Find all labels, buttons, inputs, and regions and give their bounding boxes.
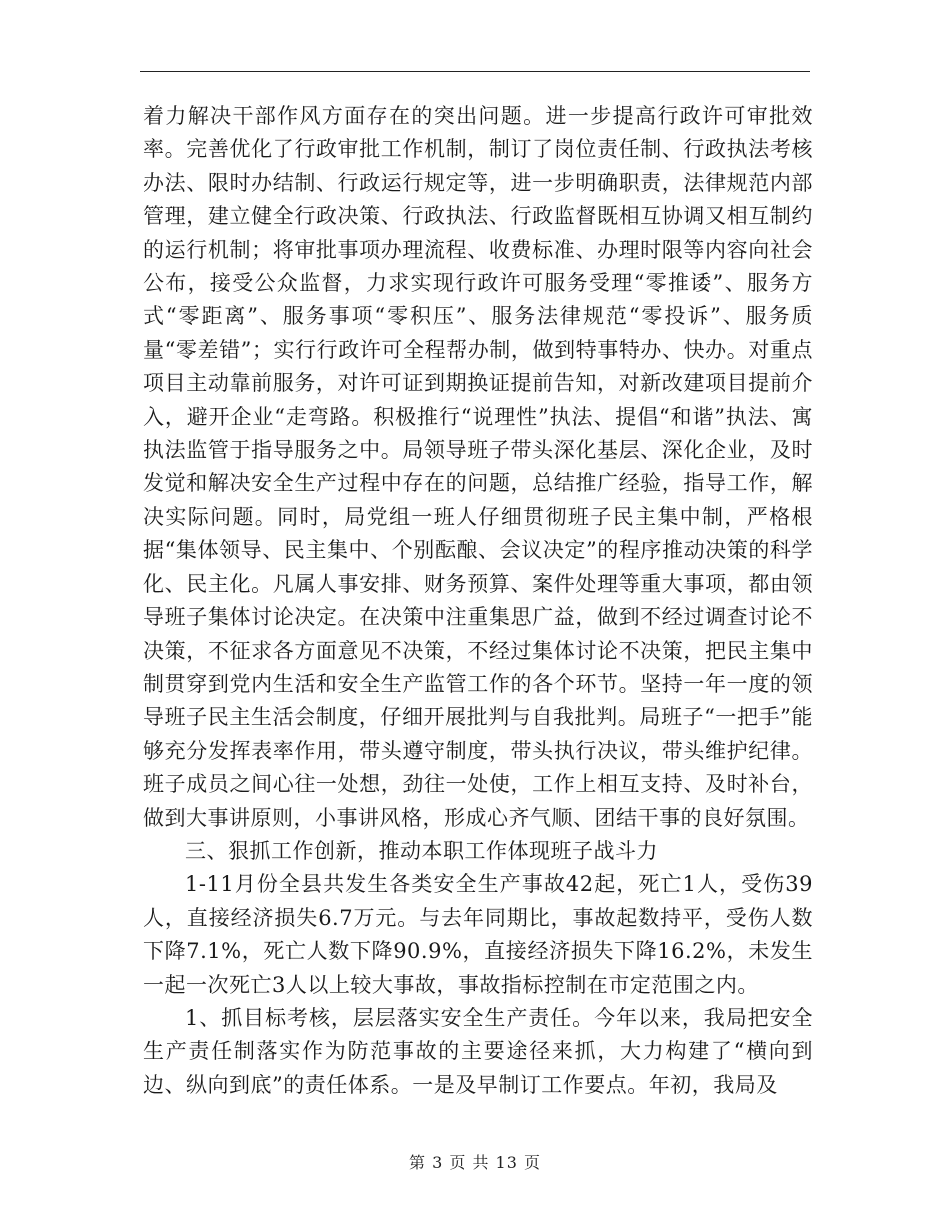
document-body bbox=[143, 100, 813, 1102]
paragraph-target-assessment: 1、抓目标考核，层层落实安全生产责任。今年以来，我局把安全生产责任制落实作为防范事故的主要途径来抓，大力构建了“横向到边、纵向到底”的责任体系。一是及早制订工作要点。年初，我局及 bbox=[143, 1005, 813, 1097]
header-rule bbox=[140, 71, 810, 72]
section-heading: 三、狠抓工作创新，推动本职工作体现班子战斗力 bbox=[185, 838, 658, 863]
page-number: 第 3 页 共 13 页 bbox=[409, 1153, 541, 1172]
paragraph-1: 着力解决干部作风方面存在的突出问题。进一步提高行政许可审批效率。完善优化了行政审批工作机制，制订了岗位责任制、行政执法考核办法、限时办结制、行政运行规定等，进一步明确职责，法律规范内部管理，建立健全行政决策、行政执法、行政监督既相互协调又相互制约的运行机制；将审批事项办理流程、收费标准、办理时限等内容向社会公布，接受公众监督，力求实现行政许可服务受理“零推诿”、服务方式“零距离”、服务事项“零积压”、服务法律规范“零投诉”、服务质量“零差错”；实行行政许可全程帮办制，做到特事特办、快办。对重点项目主动靠前服务，对许可证到期换证提前告知，对新改建项目提前介入，避开企业“走弯路。积极推行“说理性”执法、提倡“和谐”执法、寓执法监管于指导服务之中。局领导班子带头深化基层、深化企业，及时发觉和解决安全生产过程中存在的问题，总结推广经验，指导工作，解决实际问题。同时，局党组一班人仔细贯彻班子民主集中制，严格根据“集体领导、民主集中、个别酝酿、会议决定”的程序推动决策的科学化、民主化。凡属人事安排、财务预算、案件处理等重大事项，都由领导班子集体讨论决定。在决策中注重集思广益，做到不经过调查讨论不决策，不征求各方面意见不决策，不经过集体讨论不决策，把民主集中制贯穿到党内生活和安全生产监管工作的各个环节。坚持一年一度的领导班子民主生活会制度，仔细开展批判与自我批判。局班子“一把手”能够充分发挥表率作用，带头遵守制度，带头执行决议，带头维护纪律。班子成员之间心往一处想，劲往一处使，工作上相互支持、及时补台，做到大事讲原则，小事讲风格，形成心齐气顺、团结干事的良好氛围。 bbox=[143, 104, 813, 830]
paragraph-statistics: 1-11月份全县共发生各类安全生产事故42起，死亡1人，受伤39人，直接经济损失6.7万元。与去年同期比，事故起数持平，受伤人数下降7.1%，死亡人数下降90.9%，直接经济损失下降16.2%，未发生一起一次死亡3人以上较大事故，事故指标控制在市定范围之内。 bbox=[143, 872, 813, 997]
